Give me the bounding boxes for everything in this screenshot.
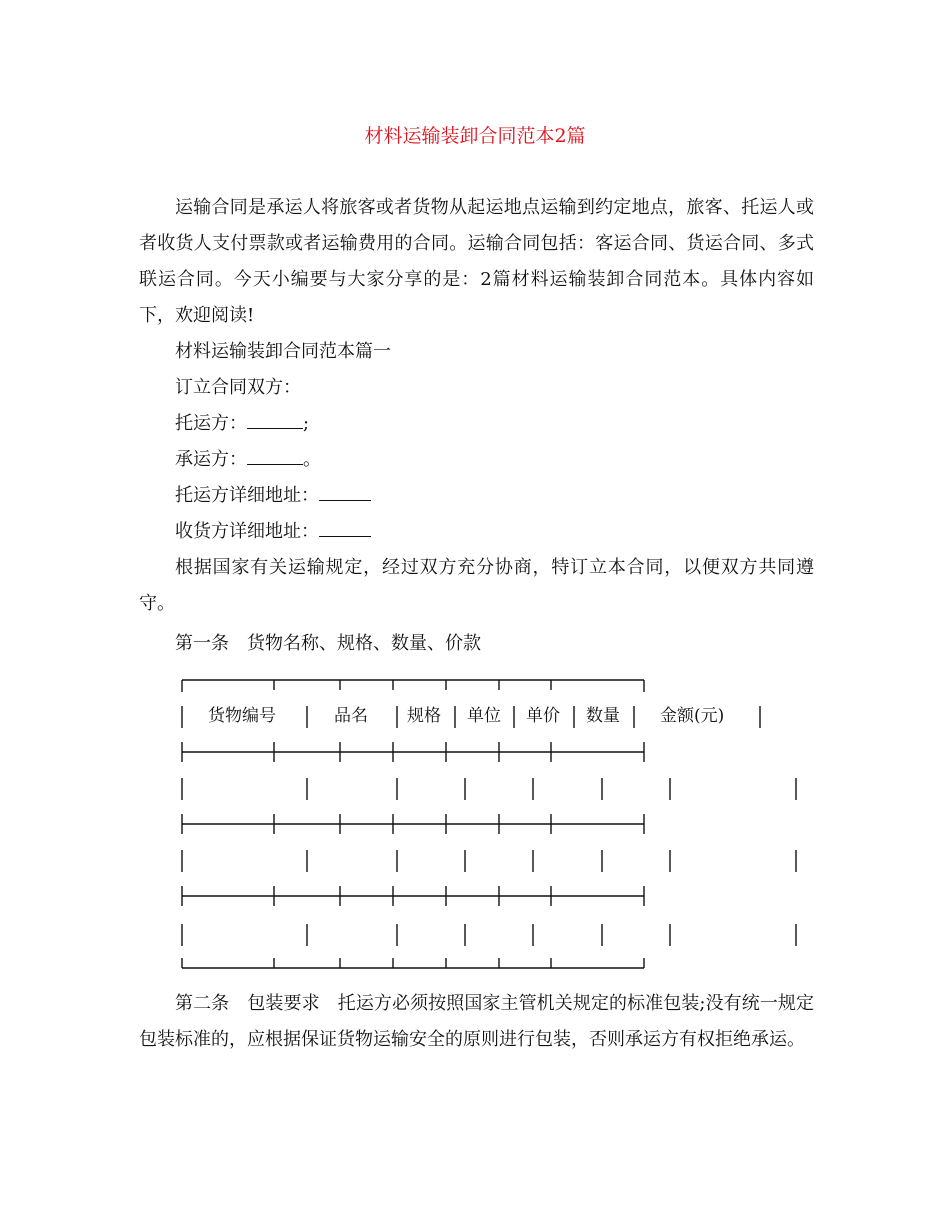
parties-heading: 订立合同双方： [175, 377, 301, 398]
shipper-label: 托运方： [175, 413, 247, 434]
table-header-spec: 规格 [407, 706, 441, 726]
shipper-end: ; [303, 413, 310, 434]
table-header-amount: 金额(元) [660, 706, 725, 726]
table-header-goods-no: 货物编号 [208, 706, 276, 726]
document-title: 材料运输装卸合同范本2篇 [364, 125, 586, 147]
table-header-quantity: 数量 [586, 706, 620, 726]
carrier-end: 。 [303, 449, 321, 470]
intro-paragraph: 运输合同是承运人将旅客或者货物从起运地点运输到约定地点，旅客、托运人或者收货人支付票款或者运输费用的合同。运输合同包括：客运合同、货运合同、多式联运合同。今天小编要与大家分享的是：2篇材料运输装卸合同范本。具体内容如下，欢迎阅读! [139, 197, 814, 326]
section-heading: 材料运输装卸合同范本篇一 [175, 341, 391, 362]
table-header-unit: 单位 [467, 706, 501, 726]
table-header-unit-price: 单价 [526, 706, 560, 726]
table-header-product-name: 品名 [334, 706, 368, 726]
article1-heading: 第一条 货物名称、规格、数量、价款 [175, 633, 481, 654]
article2-paragraph: 第二条 包装要求 托运方必须按照国家主管机关规定的标准包装;没有统一规定包装标准的，应根据保证货物运输安全的原则进行包装，否则承运方有权拒绝承运。 [139, 993, 814, 1050]
carrier-label: 承运方： [175, 449, 247, 470]
consignee-address-label: 收货方详细地址： [175, 521, 319, 542]
shipper-address-label: 托运方详细地址： [175, 485, 319, 506]
agreement-paragraph: 根据国家有关运输规定，经过双方充分协商，特订立本合同，以便双方共同遵守。 [139, 557, 814, 614]
